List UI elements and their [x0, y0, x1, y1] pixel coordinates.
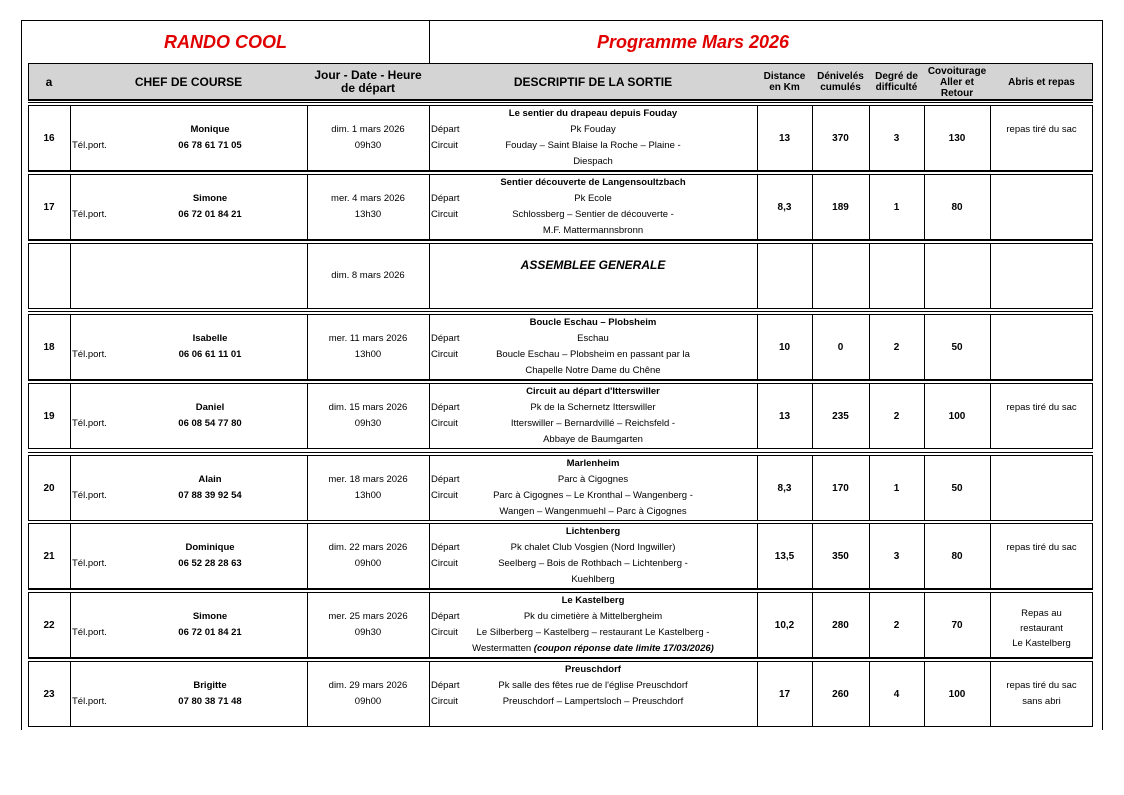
difficulty: 3: [893, 132, 900, 144]
circuit-label: Circuit: [431, 209, 458, 220]
circuit-label: Circuit: [431, 418, 458, 429]
chef-name: Daniel: [195, 402, 225, 413]
column-divider: [307, 105, 308, 171]
shelter-meal: repas tiré du sac: [1006, 124, 1077, 135]
row-divider: [28, 380, 1093, 381]
phone-number: 06 78 61 71 05: [178, 140, 242, 151]
departure-time: 09h00: [354, 558, 382, 569]
column-divider: [990, 243, 991, 309]
circuit-line-1: Parc à Cigognes – Le Kronthal – Wangenberg -: [493, 490, 693, 501]
row-number: 19: [43, 410, 55, 422]
header-deniv: Dénivelés cumulés: [817, 71, 864, 93]
circuit-line-1: Le Silberberg – Kastelberg – restaurant Le Kastelberg -: [476, 627, 710, 638]
row-divider: [28, 102, 1093, 103]
departure-date: mer. 4 mars 2026: [331, 193, 405, 204]
circuit-line-2: Diespach: [573, 156, 613, 167]
depart-label: Départ: [431, 611, 460, 622]
tel-label: Tél.port.: [72, 627, 107, 638]
circuit-line-2: M.F. Mattermannsbronn: [542, 225, 644, 236]
shelter-meal: Repas au: [1021, 608, 1062, 619]
column-divider: [307, 661, 308, 727]
carpool-cost: [924, 243, 990, 309]
column-divider: [990, 105, 991, 171]
distance-km: [757, 243, 812, 309]
column-divider: [307, 455, 308, 521]
shelter-meal: Le Kastelberg: [1012, 638, 1071, 649]
depart-place: Pk salle des fêtes rue de l'église Preuschdorf: [498, 680, 688, 691]
column-divider: [70, 523, 71, 589]
header-covoit: Covoiturage Aller et Retour: [927, 65, 987, 99]
phone-number: 06 06 61 11 01: [178, 349, 242, 360]
difficulty: 2: [893, 619, 900, 631]
header-date: Jour - Date - Heure de départ: [314, 68, 422, 95]
chef-name: Alain: [198, 474, 222, 485]
depart-label: Départ: [431, 542, 460, 553]
circuit-line-1: Seelberg – Bois de Rothbach – Lichtenberg -: [498, 558, 688, 569]
chef-name: Dominique: [185, 542, 235, 553]
departure-date: dim. 29 mars 2026: [328, 680, 408, 691]
carpool-cost: 100: [948, 410, 966, 422]
distance-km: 13: [778, 132, 791, 144]
circuit-line-1: Preuschdorf – Lampertsloch – Preuschdorf: [502, 696, 684, 707]
row-divider: [28, 520, 1093, 521]
tel-label: Tél.port.: [72, 418, 107, 429]
tel-label: Tél.port.: [72, 140, 107, 151]
phone-number: 06 52 28 28 63: [178, 558, 242, 569]
depart-label: Départ: [431, 124, 460, 135]
difficulty: [869, 243, 924, 309]
row-divider: [28, 589, 1093, 590]
column-divider: [990, 523, 991, 589]
column-divider: [990, 383, 991, 449]
row-number: 18: [43, 341, 55, 353]
header-num: a: [45, 74, 53, 89]
departure-time: 13h00: [354, 349, 382, 360]
column-divider: [70, 383, 71, 449]
elevation-gain: 0: [837, 341, 844, 353]
title-right: Programme Mars 2026: [596, 31, 790, 52]
circuit-line-2-text: Westermatten: [472, 643, 534, 654]
column-divider: [70, 455, 71, 521]
depart-place: Pk du cimetière à Mittelbergheim: [523, 611, 663, 622]
circuit-coupon-note: (coupon réponse date limite 17/03/2026): [533, 643, 714, 654]
hike-title: Lichtenberg: [565, 526, 621, 537]
row-number: 22: [43, 619, 55, 631]
circuit-label: Circuit: [431, 349, 458, 360]
row-number: 17: [43, 201, 55, 213]
column-divider: [990, 314, 991, 380]
circuit-label: Circuit: [431, 140, 458, 151]
phone-number: 07 80 38 71 48: [178, 696, 242, 707]
column-divider: [70, 314, 71, 380]
departure-time: 13h00: [354, 490, 382, 501]
departure-time: 09h00: [354, 696, 382, 707]
row-divider: [28, 658, 1093, 659]
hike-title: Marlenheim: [566, 458, 620, 469]
depart-label: Départ: [431, 402, 460, 413]
distance-km: 13: [778, 410, 791, 422]
departure-date: dim. 8 mars 2026: [331, 270, 405, 281]
circuit-line-1: Boucle Eschau – Plobsheim en passant par la: [496, 349, 690, 360]
header-abris: Abris et repas: [1008, 76, 1075, 88]
row-divider: [28, 452, 1093, 453]
difficulty: 2: [893, 410, 900, 422]
elevation-gain: 189: [832, 201, 849, 213]
chef-name: Simone: [192, 193, 228, 204]
circuit-line-1: Itterswiller – Bernardvillé – Reichsfeld -: [510, 418, 676, 429]
shelter-meal: repas tiré du sac: [1006, 680, 1077, 691]
depart-label: Départ: [431, 680, 460, 691]
column-divider: [429, 243, 430, 309]
circuit-line-1: Schlossberg – Sentier de découverte -: [512, 209, 674, 220]
difficulty: 2: [893, 341, 900, 353]
header-degre: Degré de difficulté: [875, 71, 918, 93]
tel-label: Tél.port.: [72, 490, 107, 501]
depart-label: Départ: [431, 333, 460, 344]
departure-time: 13h30: [354, 209, 382, 220]
column-divider: [307, 174, 308, 240]
shelter-meal: sans abri: [1022, 696, 1061, 707]
elevation-gain: 280: [832, 619, 849, 631]
row-number: 21: [43, 550, 55, 562]
circuit-line-2: Wangen – Wangenmuehl – Parc à Cigognes: [499, 506, 687, 517]
column-divider: [70, 243, 71, 309]
depart-label: Départ: [431, 474, 460, 485]
difficulty: 1: [893, 482, 900, 494]
carpool-cost: 70: [951, 619, 963, 631]
phone-number: 06 08 54 77 80: [178, 418, 242, 429]
difficulty: 4: [893, 688, 900, 700]
departure-time: 09h30: [354, 140, 382, 151]
header-dist: Distance en Km: [763, 71, 806, 93]
difficulty: 1: [893, 201, 900, 213]
elevation-gain: 260: [832, 688, 849, 700]
carpool-cost: 50: [951, 482, 963, 494]
title-left: RANDO COOL: [164, 31, 287, 52]
distance-km: 8,3: [777, 482, 792, 494]
column-divider: [307, 383, 308, 449]
elevation-gain: 370: [832, 132, 849, 144]
departure-date: mer. 18 mars 2026: [328, 474, 408, 485]
departure-date: mer. 25 mars 2026: [328, 611, 408, 622]
distance-km: 13,5: [774, 550, 795, 562]
row-number: 23: [43, 688, 55, 700]
circuit-line-2: Abbaye de Baumgarten: [543, 434, 643, 445]
departure-date: dim. 1 mars 2026: [331, 124, 405, 135]
circuit-label: Circuit: [431, 558, 458, 569]
circuit-label: Circuit: [431, 627, 458, 638]
departure-date: mer. 11 mars 2026: [328, 333, 408, 344]
hike-title: Preuschdorf: [565, 664, 621, 675]
column-divider: [70, 174, 71, 240]
shelter-meal: repas tiré du sac: [1006, 542, 1077, 553]
header-chef: CHEF DE COURSE: [134, 74, 243, 89]
header-desc: DESCRIPTIF DE LA SORTIE: [513, 74, 673, 89]
carpool-cost: 130: [948, 132, 966, 144]
difficulty: 3: [893, 550, 900, 562]
row-divider: [28, 311, 1093, 312]
circuit-label: Circuit: [431, 490, 458, 501]
depart-label: Départ: [431, 193, 460, 204]
tel-label: Tél.port.: [72, 696, 107, 707]
tel-label: Tél.port.: [72, 209, 107, 220]
hike-title: Sentier découverte de Langensoultzbach: [500, 177, 686, 188]
tel-label: Tél.port.: [72, 349, 107, 360]
hike-title: Le Kastelberg: [561, 595, 625, 606]
distance-km: 8,3: [777, 201, 792, 213]
departure-time: 09h30: [354, 627, 382, 638]
circuit-line-2: [429, 643, 757, 654]
distance-km: 10,2: [774, 619, 795, 631]
shelter-meal: restaurant: [1020, 623, 1063, 634]
row-divider: [28, 240, 1093, 241]
column-divider: [990, 174, 991, 240]
elevation-gain: [812, 243, 869, 309]
row-divider: [28, 171, 1093, 172]
depart-place: Eschau: [577, 333, 609, 344]
circuit-line-2: Kuehlberg: [571, 574, 615, 585]
event-title: ASSEMBLEE GENERALE: [520, 258, 666, 272]
circuit-label: Circuit: [431, 696, 458, 707]
row-number: 20: [43, 482, 55, 494]
phone-number: 06 72 01 84 21: [178, 627, 242, 638]
chef-name: Simone: [192, 611, 228, 622]
departure-time: 09h30: [354, 418, 382, 429]
phone-number: 07 88 39 92 54: [178, 490, 242, 501]
circuit-line-2: Chapelle Notre Dame du Chêne: [525, 365, 661, 376]
hike-title: Circuit au départ d'Itterswiller: [526, 386, 660, 397]
column-divider: [990, 661, 991, 727]
carpool-cost: 100: [948, 688, 966, 700]
row-number: [28, 243, 70, 309]
distance-km: 10: [778, 341, 791, 353]
elevation-gain: 235: [832, 410, 849, 422]
depart-place: Pk chalet Club Vosgien (Nord Ingwiller): [510, 542, 676, 553]
depart-place: Parc à Cigognes: [557, 474, 629, 485]
column-divider: [307, 314, 308, 380]
row-number: 16: [43, 132, 55, 144]
carpool-cost: 80: [951, 550, 963, 562]
tel-label: Tél.port.: [72, 558, 107, 569]
shelter-meal: repas tiré du sac: [1006, 402, 1077, 413]
column-divider: [70, 105, 71, 171]
phone-number: 06 72 01 84 21: [178, 209, 242, 220]
depart-place: Pk Ecole: [574, 193, 612, 204]
circuit-line-1: Fouday – Saint Blaise la Roche – Plaine -: [505, 140, 681, 151]
column-divider: [990, 455, 991, 521]
column-divider: [307, 592, 308, 658]
carpool-cost: 50: [951, 341, 963, 353]
depart-place: Pk Fouday: [570, 124, 616, 135]
chef-name: Monique: [190, 124, 230, 135]
chef-name: Brigitte: [193, 680, 227, 691]
hike-title: Le sentier du drapeau depuis Fouday: [508, 108, 678, 119]
distance-km: 17: [778, 688, 791, 700]
column-divider: [307, 523, 308, 589]
depart-place: Pk de la Schernetz Itterswiller: [530, 402, 656, 413]
departure-date: dim. 15 mars 2026: [328, 402, 408, 413]
column-divider: [70, 661, 71, 727]
carpool-cost: 80: [951, 201, 963, 213]
column-divider: [70, 592, 71, 658]
chef-name: Isabelle: [192, 333, 228, 344]
departure-date: dim. 22 mars 2026: [328, 542, 408, 553]
hike-title: Boucle Eschau – Plobsheim: [529, 317, 657, 328]
elevation-gain: 170: [832, 482, 849, 494]
elevation-gain: 350: [832, 550, 849, 562]
